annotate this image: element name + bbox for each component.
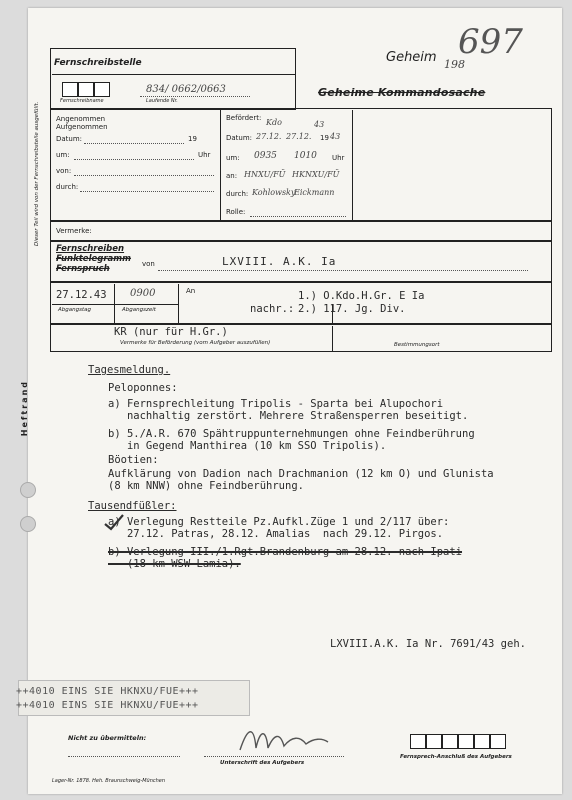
body-tagesmeldung: Tagesmeldung. xyxy=(88,364,171,376)
recipient-1: 1.) O.Kdo.H.Gr. E Ia xyxy=(298,290,425,302)
fernsprech-label: Fernsprech-Anschluß des Aufgebers xyxy=(400,754,512,760)
received-datum-line xyxy=(84,143,184,144)
left-vertical-note: Dieser Teil wird von der Fernschreibstelle ausgefüllt. xyxy=(34,101,40,246)
body-item-b-line-1: b) 5./A.R. 670 Spähtruppunternehmungen ohne Feindberührung xyxy=(108,428,475,440)
received-datum-label: Datum: xyxy=(56,135,83,143)
forwarded-datum-label: Datum: xyxy=(226,134,253,142)
teleprinter-strip-1: ++4010 EINS SIE HKNXU/FUE+++ xyxy=(16,686,199,697)
signature-line xyxy=(204,756,344,757)
teleprinter-strip-2: ++4010 EINS SIE HKNXU/FUE+++ xyxy=(16,700,199,711)
checkmark-icon xyxy=(102,512,126,532)
geheim-number: 198 xyxy=(444,58,465,71)
nachr-label: nachr.: xyxy=(250,303,295,315)
body-item-b xyxy=(108,428,475,452)
printer-imprint: Lager-Nr. 1878. Heh. Braunschweig-München xyxy=(52,778,166,784)
punch-hole-lower xyxy=(20,516,36,532)
nicht-zu-uebermitteln-label: Nicht zu übermitteln: xyxy=(68,734,147,742)
body-item-b-line-2: in Gegend Manthirea (10 km SSO Tripolis). xyxy=(108,440,387,452)
signature-icon xyxy=(234,720,334,760)
routing-vermerke-caption: Vermerke für Beförderung (vom Aufgeber auszufüllen) xyxy=(120,340,271,346)
name-box-3 xyxy=(94,82,110,97)
forwarded-year-value-1: 43 xyxy=(314,120,325,129)
forwarded-durch-value-1: Kohlowsky xyxy=(252,188,296,197)
received-uhr-label: Uhr xyxy=(198,151,211,159)
bestimmungsort-label: Bestimmungsort xyxy=(394,342,440,348)
recipient-2: 2.) 117. Jg. Div. xyxy=(298,303,406,315)
forwarded-rolle-line xyxy=(250,216,346,217)
message-type-options xyxy=(56,244,131,274)
message-form-page xyxy=(16,8,562,794)
routing-divider xyxy=(332,326,333,352)
received-von-line xyxy=(74,175,214,176)
kdo-value: Kdo xyxy=(266,118,282,127)
reception-section xyxy=(50,108,552,222)
geheime-kommandosache-stamp: Geheime Kommandosache xyxy=(318,86,486,99)
reception-divider xyxy=(220,110,221,222)
body-peloponnes: Peloponnes: xyxy=(108,382,178,394)
forwarded-year-value-2: 43 xyxy=(330,132,341,141)
body-item-tb-line-2: (18 km WSW Lamia). xyxy=(108,558,241,570)
body-item-tb-struck xyxy=(108,546,462,570)
nicht-line xyxy=(68,756,180,757)
abgangszeit-value: 0900 xyxy=(130,288,156,299)
phone-box-6 xyxy=(490,734,506,749)
forwarded-uhr-label: Uhr xyxy=(332,154,345,162)
body-item-ta-line-2: 27.12. Patras, 28.12. Amalias nach 29.12. Pirgos. xyxy=(108,528,444,540)
body-item-a-line-1: a) Fernsprechleitung Tripolis - Sparta bei Alupochori xyxy=(108,398,444,410)
name-box-1 xyxy=(62,82,78,97)
forwarded-datum-value-2: 27.12. xyxy=(286,132,312,141)
vermerke-label: Vermerke: xyxy=(56,227,92,235)
angenommen-label: Angenommen xyxy=(56,115,106,123)
received-um-line xyxy=(74,159,194,160)
forwarded-an-label: an: xyxy=(226,172,238,180)
forwarded-rolle-label: Rolle: xyxy=(226,208,246,216)
received-um-label: um: xyxy=(56,151,70,159)
punch-hole-upper xyxy=(20,482,36,498)
sender-line xyxy=(158,270,528,271)
forwarded-durch-label: durch: xyxy=(226,190,249,198)
received-year-label: 19 xyxy=(188,135,197,143)
abgangstag-label: Abgangstag xyxy=(58,307,91,313)
message-body xyxy=(88,364,170,376)
body-item-a xyxy=(108,398,468,422)
forwarded-durch-value-2: Eickmann xyxy=(294,188,335,197)
fernschreiben-option: Fernschreiben xyxy=(56,244,125,254)
body-boeotien-line-1: Aufklärung von Dadion nach Drachmanion (12 km O) und Glunista xyxy=(108,468,494,480)
sender-value: LXVIII. A.K. Ia xyxy=(222,255,337,268)
abgangstag-value: 27.12.43 xyxy=(56,289,107,301)
laufende-nr-label: Laufende Nr. xyxy=(146,98,178,104)
body-boeotien-text xyxy=(108,468,494,492)
body-item-ta-line-1: a) Verlegung Restteile Pz.Aufkl.Züge 1 und 2/117 über: xyxy=(108,516,450,528)
header-divider xyxy=(52,74,296,75)
forwarded-datum-value-1: 27.12. xyxy=(256,132,282,141)
fernschreibstelle-label: Fernschreibstelle xyxy=(54,58,142,68)
fernschreibname-label: Fernschreibname xyxy=(60,98,104,104)
message-reference: LXVIII.A.K. Ia Nr. 7691/43 geh. xyxy=(330,638,526,650)
fernspruch-option: Fernspruch xyxy=(56,264,110,274)
dispatch-label-divider xyxy=(52,304,178,305)
phone-box-2 xyxy=(426,734,442,749)
received-durch-label: durch: xyxy=(56,183,79,191)
forwarded-title: Befördert: xyxy=(226,114,262,122)
phone-box-1 xyxy=(410,734,426,749)
body-item-tb-line-1: b) Verlegung III./1.Rgt.Brandenburg am 28.12. nach Ipati xyxy=(108,546,463,558)
laufende-nr-value: 834/ 0662/0663 xyxy=(146,84,226,95)
received-title xyxy=(56,115,108,131)
forward-divider xyxy=(352,110,353,222)
abgangszeit-label: Abgangszeit xyxy=(122,307,156,313)
funktelegramm-option: Funktelegramm xyxy=(56,254,131,264)
phone-box-3 xyxy=(442,734,458,749)
forwarded-an-value-1: HNXU/FÜ xyxy=(244,170,286,179)
handwritten-folio-number: 697 xyxy=(458,22,523,62)
margin-heftrand-text: Heftrand xyxy=(20,380,29,437)
phone-box-5 xyxy=(474,734,490,749)
phone-box-4 xyxy=(458,734,474,749)
aufgenommen-label: Aufgenommen xyxy=(56,123,108,131)
received-durch-line xyxy=(80,191,214,192)
forwarded-um-label: um: xyxy=(226,154,240,162)
body-boeotien: Böotien: xyxy=(108,454,159,466)
forwarded-an-value-2: HKNXU/FÜ xyxy=(292,170,340,179)
laufende-nr-line xyxy=(140,96,250,97)
body-item-ta xyxy=(108,516,449,540)
vermerke-row xyxy=(50,220,552,242)
unterschrift-label: Unterschrift des Aufgebers xyxy=(220,760,305,766)
forwarded-um-value-1: 0935 xyxy=(254,151,277,161)
name-box-2 xyxy=(78,82,94,97)
body-tausendfuessler: Tausendfüßler: xyxy=(88,500,177,512)
von-label: von xyxy=(142,260,155,268)
received-von-label: von: xyxy=(56,167,72,175)
dispatch-divider-2 xyxy=(178,284,179,324)
body-item-a-line-2: nachhaltig zerstört. Mehrere Straßensperren beseitigt. xyxy=(108,410,469,422)
routing-vermerke-value: KR (nur für H.Gr.) xyxy=(114,326,228,338)
geheim-label: Geheim xyxy=(386,50,437,65)
forwarded-year-label: 19 xyxy=(320,134,329,142)
an-label: An xyxy=(186,287,196,295)
forwarded-um-value-2: 1010 xyxy=(294,151,317,161)
body-boeotien-line-2: (8 km NNW) ohne Feindberührung. xyxy=(108,480,304,492)
